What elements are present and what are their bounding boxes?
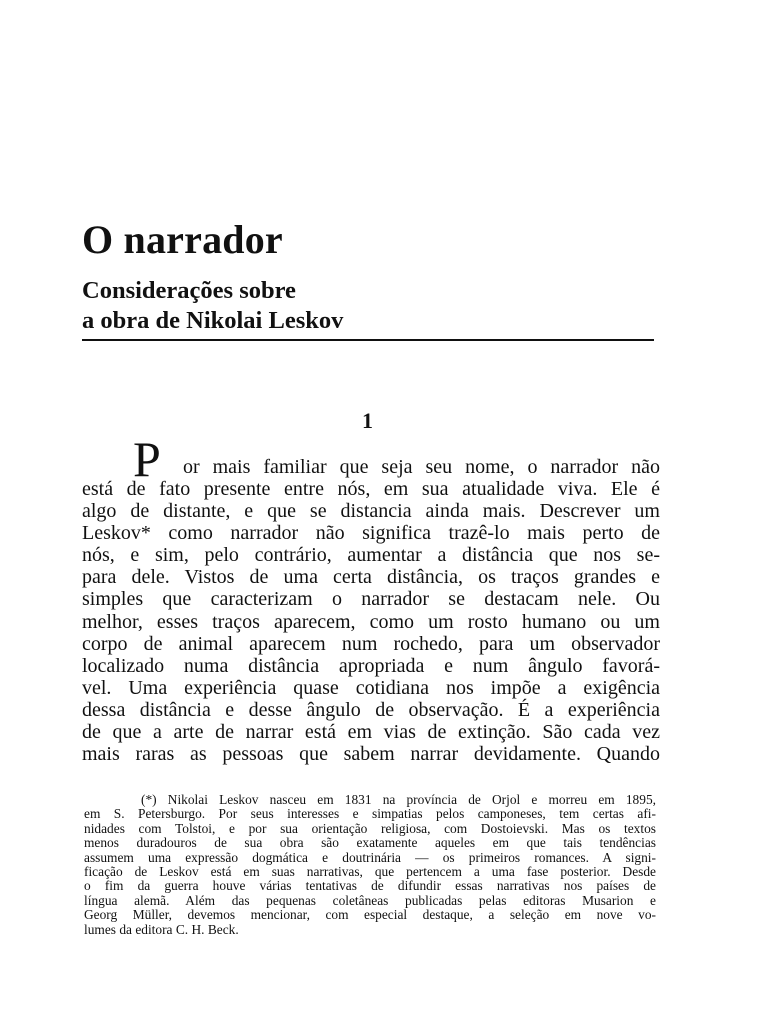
section-number: 1: [362, 408, 373, 433]
footnote-line: em S. Petersburgo. Por seus interesses e simpatias pelos camponeses, tem certas afi-: [84, 806, 656, 822]
footnote-line: menos duradouros de sua obra são exatamente aqueles em que tais tendências: [84, 835, 656, 851]
paragraph-line: corpo de animal aparecem num rochedo, para um observador: [82, 632, 660, 655]
footnote-line: assumem uma expressão dogmática e doutrinária — os primeiros romances. A signi-: [84, 849, 656, 865]
footnote-line: lumes da editora C. H. Beck.: [84, 921, 239, 937]
footnote-line: língua alemã. Além das pequenas coletâneas publicadas pelas editoras Musarion e: [84, 892, 656, 908]
body-paragraph: [82, 431, 660, 766]
chapter-subtitle: [82, 276, 343, 336]
paragraph-line: está de fato presente entre nós, em sua atualidade viva. Ele é: [82, 478, 660, 500]
title-divider: [82, 339, 654, 341]
paragraph-line: simples que caracterizam o narrador se destacam nele. Ou: [82, 588, 660, 611]
footnote-line: ficação de Leskov está em suas narrativas, que pertencem a uma fase posterior. Desde: [84, 864, 656, 880]
footnote-line: nidades com Tolstoi, e por sua orientação religiosa, com Dostoievski. Mas os textos: [84, 820, 656, 836]
paragraph-line: localizado numa distância apropriada e num ângulo favorá-: [82, 654, 660, 677]
paragraph-line: nós, e sim, pelo contrário, aumentar a distância que nos se-: [82, 544, 660, 567]
first-line-text: or mais familiar que seja seu nome, o narrador não: [183, 456, 660, 478]
paragraph-line: Leskov* como narrador não significa trazê-lo mais perto de: [82, 522, 660, 545]
paragraph-line: vel. Uma experiência quase cotidiana nos impõe a exigência: [82, 676, 660, 699]
subtitle-line: Considerações sobre: [82, 277, 296, 304]
paragraph-line: algo de distante, e que se distancia ainda mais. Descrever um: [82, 500, 660, 523]
paragraph-line: mais raras as pessoas que sabem narrar devidamente. Quando: [82, 743, 660, 766]
footnote: [84, 793, 656, 937]
paragraph-line: melhor, esses traços aparecem, como um rosto humano ou um: [82, 610, 660, 633]
footnote-line: Georg Müller, devemos mencionar, com especial destaque, a seleção em nove vo-: [84, 907, 656, 923]
footnote-line: o fim da guerra houve várias tentativas de difundir essas narrativas nos países de: [84, 878, 656, 894]
chapter-title: O narrador: [82, 217, 283, 262]
paragraph-line: de que a arte de narrar está em vias de extinção. São cada vez: [82, 721, 660, 744]
paragraph-line: dessa distância e desse ângulo de observação. É a experiência: [82, 698, 660, 721]
footnote-line: (*) Nikolai Leskov nasceu em 1831 na província de Orjol e morreu em 1895,: [141, 792, 656, 807]
paragraph-line: para dele. Vistos de uma certa distância, os traços grandes e: [82, 566, 660, 589]
paragraph-first-line: [82, 431, 660, 487]
subtitle-line: a obra de Nikolai Leskov: [82, 307, 344, 334]
drop-cap: P: [133, 431, 161, 487]
